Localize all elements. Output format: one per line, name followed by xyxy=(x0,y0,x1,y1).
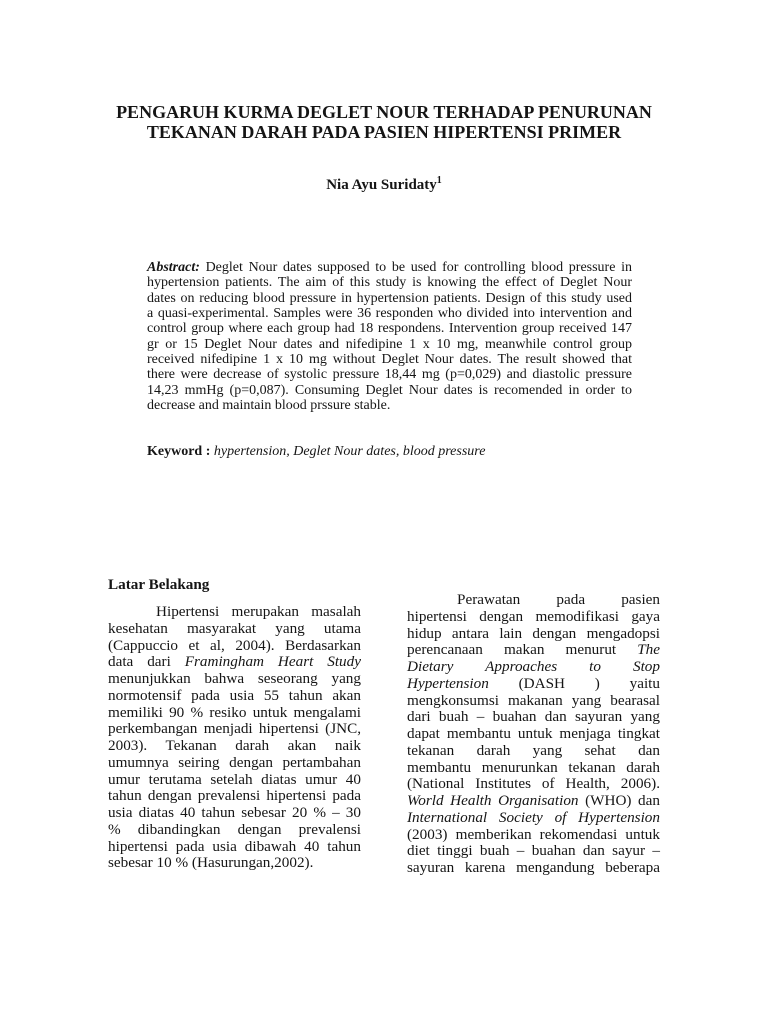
text-run: (DASH ) yaitu xyxy=(488,674,660,692)
text-run: 14,23 mmHg (p=0,087). Consuming Deglet Nour dates is recomended in order to xyxy=(147,382,632,398)
text-run: (2003) memberikan rekomendasi untuk xyxy=(407,825,660,843)
text-run: sebesar 10 % (Hasurungan,2002). xyxy=(108,854,314,872)
paragraph-line xyxy=(108,721,361,738)
text-run: decrease and maintain blood prssure stable. xyxy=(147,397,391,413)
paragraph-line xyxy=(407,676,660,693)
text-run: hipertensi dengan memodifikasi gaya xyxy=(407,607,660,625)
paragraph-line xyxy=(407,827,660,844)
paragraph-line xyxy=(407,609,660,626)
text-run: normotensif pada usia 55 tahun akan xyxy=(108,686,361,704)
paragraph-line xyxy=(407,860,660,877)
text-run: umur terutama setelah diatas umur 40 xyxy=(108,770,361,788)
paragraph-line xyxy=(407,709,660,726)
paragraph-line xyxy=(407,726,660,743)
paragraph-line xyxy=(108,822,361,839)
paragraph-line xyxy=(407,693,660,710)
paragraph-line xyxy=(407,592,660,609)
paragraph-line xyxy=(108,738,361,755)
affiliation-mark: 1 xyxy=(436,175,442,186)
text-run: % dibandingkan dengan prevalensi xyxy=(108,820,361,838)
text-run: dapat membantu untuk menjaga tingkat xyxy=(407,725,660,742)
paragraph-line xyxy=(108,604,361,621)
title-line: TEKANAN DARAH PADA PASIEN HIPERTENSI PRIMER xyxy=(146,122,622,142)
text-run: there were decrease of systolic pressure 18,44 mg (p=0,029) and diastolic pressure xyxy=(147,367,632,383)
paragraph-line xyxy=(108,654,361,671)
text-run: a quasi-experimental. Samples were 36 responden who divided into intervention and xyxy=(147,305,632,321)
text-run: 2003). Tekanan darah akan naik xyxy=(108,737,361,754)
paragraph-line xyxy=(108,638,361,655)
right-column xyxy=(407,592,660,877)
abstract-line xyxy=(147,275,632,290)
author-line xyxy=(0,176,768,194)
text-run: umumnya seiring dengan pertambahan xyxy=(108,753,361,771)
abstract-line xyxy=(147,306,632,321)
paragraph-line xyxy=(108,755,361,772)
paragraph-line xyxy=(407,626,660,643)
text-run: (National Institutes of Health, 2006). xyxy=(407,775,660,793)
text-run: tekanan darah yang sehat dan xyxy=(407,741,660,759)
paragraph-line xyxy=(407,760,660,777)
paragraph-line xyxy=(407,743,660,760)
text-run: hipertensi pada usia dibawah 40 tahun xyxy=(108,837,361,855)
keyword-line xyxy=(147,444,632,459)
paragraph-line xyxy=(407,776,660,793)
paragraph-line xyxy=(108,705,361,722)
text-run: dari buah – buahan dan sayuran yang xyxy=(407,708,660,726)
text-run: (Cappuccio et al, 2004). Berdasarkan xyxy=(108,636,361,654)
section-heading: Latar Belakang xyxy=(108,576,210,593)
author-name: Nia Ayu Suridaty xyxy=(326,177,437,193)
text-run: memiliki 90 % resiko untuk mengalami xyxy=(108,703,361,721)
italic-text-run: The xyxy=(637,641,660,659)
keyword-terms: hypertension, Deglet Nour dates, blood pressure xyxy=(213,444,486,459)
paragraph-line xyxy=(407,793,660,810)
italic-text-run: Dietary Approaches to Stop xyxy=(407,658,660,675)
abstract-line xyxy=(147,291,632,306)
text-run: diet tinggi buah – buahan dan sayur – xyxy=(407,842,660,860)
text-run: usia diatas 40 tahun sebesar 20 % – 30 xyxy=(108,804,361,821)
text-run: data dari xyxy=(108,653,185,671)
text-run: tahun dengan prevalensi hipertensi pada xyxy=(108,787,361,805)
abstract-label: Abstract: xyxy=(147,260,200,275)
paragraph-line xyxy=(407,642,660,659)
paper-title xyxy=(0,102,768,142)
text-run: dates on reducing blood pressure in hypertension patients. Design of this study used xyxy=(147,290,632,306)
text-run: mengkonsumsi makanan yang bearasal xyxy=(407,691,660,709)
text-run: Deglet Nour dates supposed to be used for controlling blood pressure in xyxy=(199,260,632,275)
abstract-line xyxy=(147,337,632,352)
italic-text-run: World Health Organisation xyxy=(407,792,579,809)
paragraph-line xyxy=(407,659,660,676)
abstract-line xyxy=(147,383,632,398)
text-run: perencanaan makan menurut xyxy=(407,641,638,659)
text-run: gr or 15 Deglet Nour dates and nifedipine 1 x 10 mg, meanwhile control group xyxy=(147,336,632,352)
text-run: perkembangan menjadi hipertensi (JNC, xyxy=(108,720,361,738)
left-column xyxy=(108,604,361,872)
text-run: menunjukkan bahwa seseorang yang xyxy=(108,670,361,687)
italic-text-run: Hypertension xyxy=(407,674,489,692)
italic-text-run: Framingham Heart Study xyxy=(184,653,361,671)
text-run: (WHO) dan xyxy=(578,792,660,809)
text-run: kesehatan masyarakat yang utama xyxy=(108,619,361,637)
paragraph-line xyxy=(108,788,361,805)
paragraph-line xyxy=(108,855,361,872)
text-run: Perawatan pada pasien xyxy=(457,591,660,608)
abstract-line xyxy=(147,352,632,367)
text-run: membantu menurunkan tekanan darah xyxy=(407,758,660,776)
paragraph-line xyxy=(407,810,660,827)
abstract-line xyxy=(147,367,632,382)
paragraph-line xyxy=(108,839,361,856)
paragraph-line xyxy=(108,805,361,822)
text-run: hypertension patients. The aim of this study is knowing the effect of Deglet Nour xyxy=(147,275,632,291)
abstract-block xyxy=(147,260,632,413)
paragraph-line xyxy=(108,621,361,638)
paragraph-line xyxy=(108,671,361,688)
title-line: PENGARUH KURMA DEGLET NOUR TERHADAP PENURUNAN xyxy=(116,102,652,122)
paragraph-line xyxy=(108,772,361,789)
text-run: received nifedipine 1 x 10 mg without Deglet Nour dates. The result showed that xyxy=(147,351,632,367)
text-run: sayuran karena mengandung beberapa xyxy=(407,859,660,876)
abstract-line xyxy=(147,321,632,336)
text-run: control group where each group had 18 respondens. Intervention group received 147 xyxy=(147,321,632,337)
paragraph-line xyxy=(108,688,361,705)
paragraph-line xyxy=(407,843,660,860)
keyword-label: Keyword : xyxy=(147,444,211,459)
abstract-line xyxy=(147,260,632,275)
abstract-line xyxy=(147,398,632,413)
text-run: Hipertensi merupakan masalah xyxy=(156,603,361,620)
text-run: hidup antara lain dengan mengadopsi xyxy=(407,624,660,642)
italic-text-run: International Society of Hypertension xyxy=(407,808,660,826)
